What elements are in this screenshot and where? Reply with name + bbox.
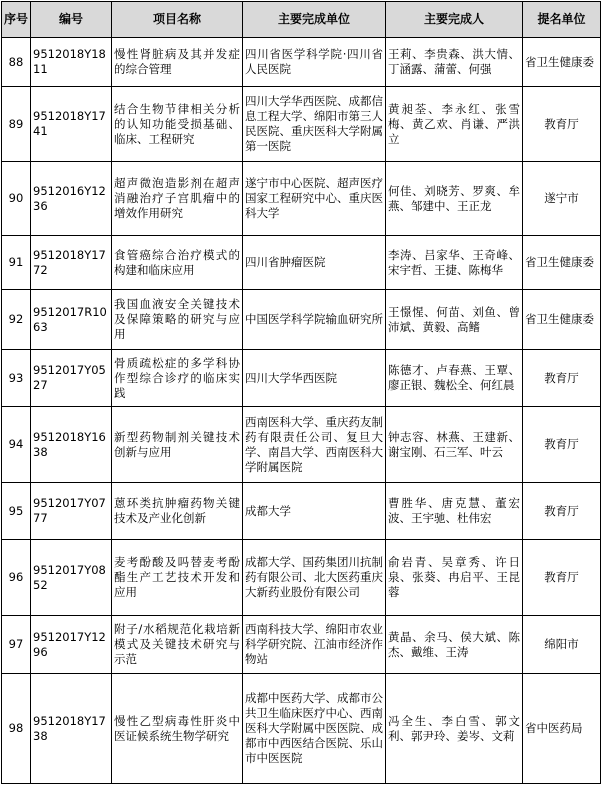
code-cell: 9512018Y1741 xyxy=(31,87,112,162)
code-cell: 9512018Y1738 xyxy=(31,674,112,784)
seq-cell: 91 xyxy=(2,236,31,290)
table-row xyxy=(2,350,601,407)
project-cell: 蒽环类抗肿瘤药物关键技术及产业化创新 xyxy=(112,483,243,540)
persons-cell: 陈德才、卢春燕、王覃、廖正银、魏松全、何红晨 xyxy=(386,350,523,407)
persons-cell: 曹胜华、唐克慧、董宏波、王宇驰、杜伟宏 xyxy=(386,483,523,540)
code-cell: 9512016Y1236 xyxy=(31,162,112,236)
nominator-cell: 省中医药局 xyxy=(523,674,601,784)
nominator-cell: 省卫生健康委 xyxy=(523,290,601,350)
nominator-cell: 教育厅 xyxy=(523,483,601,540)
units-cell: 西南医科大学、重庆药友制药有限责任公司、复旦大学、南昌大学、西南医科大学附属医院 xyxy=(243,407,386,483)
seq-cell: 89 xyxy=(2,87,31,162)
seq-cell: 93 xyxy=(2,350,31,407)
header-persons: 主要完成人 xyxy=(386,2,523,38)
persons-cell: 冯全生、李白雪、郭文利、郭尹玲、姜岑、文莉 xyxy=(386,674,523,784)
seq-cell: 95 xyxy=(2,483,31,540)
table-row xyxy=(2,674,601,784)
nominator-cell: 绵阳市 xyxy=(523,616,601,674)
code-cell: 9512017Y0852 xyxy=(31,540,112,616)
header-code: 编号 xyxy=(31,2,112,38)
seq-cell: 98 xyxy=(2,674,31,784)
project-cell: 慢性乙型病毒性肝炎中医证候系统生物学研究 xyxy=(112,674,243,784)
code-cell: 9512018Y1772 xyxy=(31,236,112,290)
units-cell: 成都中医药大学、成都市公共卫生临床医疗中心、西南医科大学附属中医医院、成都市中西医结合医院、乐山市中医医院 xyxy=(243,674,386,784)
code-cell: 9512017Y1296 xyxy=(31,616,112,674)
nominator-cell: 教育厅 xyxy=(523,350,601,407)
nominator-cell: 教育厅 xyxy=(523,540,601,616)
project-cell: 骨质疏松症的多学科协作型综合诊疗的临床实践 xyxy=(112,350,243,407)
code-cell: 9512017Y0777 xyxy=(31,483,112,540)
seq-cell: 94 xyxy=(2,407,31,483)
units-cell: 遂宁市中心医院、超声医疗国家工程研究中心、重庆医科大学 xyxy=(243,162,386,236)
units-cell: 中国医学科学院输血研究所 xyxy=(243,290,386,350)
code-cell: 9512018Y1811 xyxy=(31,38,112,87)
persons-cell: 黄晶、余马、侯大斌、陈杰、戴维、王涛 xyxy=(386,616,523,674)
persons-cell: 何佳、刘晓芳、罗爽、牟燕、邹建中、王正龙 xyxy=(386,162,523,236)
project-cell: 超声微泡造影剂在超声消融治疗子宫肌瘤中的增效作用研究 xyxy=(112,162,243,236)
persons-cell: 李涛、吕家华、王奇峰、宋宇哲、王捷、陈梅华 xyxy=(386,236,523,290)
table-row xyxy=(2,87,601,162)
nominator-cell: 教育厅 xyxy=(523,87,601,162)
awards-table xyxy=(1,1,601,784)
project-cell: 新型药物制剂关键技术创新与应用 xyxy=(112,407,243,483)
table-row xyxy=(2,38,601,87)
seq-cell: 90 xyxy=(2,162,31,236)
persons-cell: 王憬惺、何苗、刘鱼、曾沛斌、黄毅、高鳍 xyxy=(386,290,523,350)
persons-cell: 黄昶荃、李永红、张雪梅、黄乙欢、肖谦、严洪立 xyxy=(386,87,523,162)
nominator-cell: 省卫生健康委 xyxy=(523,236,601,290)
table-row xyxy=(2,290,601,350)
header-row xyxy=(2,2,601,38)
code-cell: 9512017R1063 xyxy=(31,290,112,350)
seq-cell: 88 xyxy=(2,38,31,87)
nominator-cell: 遂宁市 xyxy=(523,162,601,236)
project-cell: 食管癌综合治疗模式的构建和临床应用 xyxy=(112,236,243,290)
table-row xyxy=(2,616,601,674)
header-nominator: 提名单位 xyxy=(523,2,601,38)
nominator-cell: 省卫生健康委 xyxy=(523,38,601,87)
project-cell: 我国血液安全关键技术及保障策略的研究与应用 xyxy=(112,290,243,350)
table-row xyxy=(2,162,601,236)
table-row xyxy=(2,407,601,483)
header-units: 主要完成单位 xyxy=(243,2,386,38)
units-cell: 成都大学、国药集团川抗制药有限公司、北大医药重庆大新药业股份有限公司 xyxy=(243,540,386,616)
units-cell: 四川大学华西医院 xyxy=(243,350,386,407)
table-row xyxy=(2,540,601,616)
header-seq: 序号 xyxy=(2,2,31,38)
table-row xyxy=(2,236,601,290)
units-cell: 四川省医学科学院·四川省人民医院 xyxy=(243,38,386,87)
seq-cell: 92 xyxy=(2,290,31,350)
project-cell: 附子/水稻规范化栽培新模式及关键技术研究与示范 xyxy=(112,616,243,674)
units-cell: 成都大学 xyxy=(243,483,386,540)
header-project: 项目名称 xyxy=(112,2,243,38)
seq-cell: 96 xyxy=(2,540,31,616)
project-cell: 麦考酚酸及吗替麦考酚酯生产工艺技术开发和应用 xyxy=(112,540,243,616)
table-row xyxy=(2,483,601,540)
persons-cell: 钟志容、林燕、王建新、谢宝刚、石三军、叶云 xyxy=(386,407,523,483)
nominator-cell: 教育厅 xyxy=(523,407,601,483)
persons-cell: 王莉、李贵森、洪大情、丁涵露、蒲蕾、何强 xyxy=(386,38,523,87)
project-cell: 结合生物节律相关分析的认知功能受损基础、临床、工程研究 xyxy=(112,87,243,162)
units-cell: 四川省肿瘤医院 xyxy=(243,236,386,290)
seq-cell: 97 xyxy=(2,616,31,674)
project-cell: 慢性肾脏病及其并发症的综合管理 xyxy=(112,38,243,87)
units-cell: 四川大学华西医院、成都信息工程大学、绵阳市第三人民医院、重庆医科大学附属第一医院 xyxy=(243,87,386,162)
code-cell: 9512018Y1638 xyxy=(31,407,112,483)
units-cell: 西南科技大学、绵阳市农业科学研究院、江油市经济作物站 xyxy=(243,616,386,674)
code-cell: 9512017Y0527 xyxy=(31,350,112,407)
persons-cell: 俞岩青、吴章秀、许日泉、张葵、冉启平、王昆蓉 xyxy=(386,540,523,616)
